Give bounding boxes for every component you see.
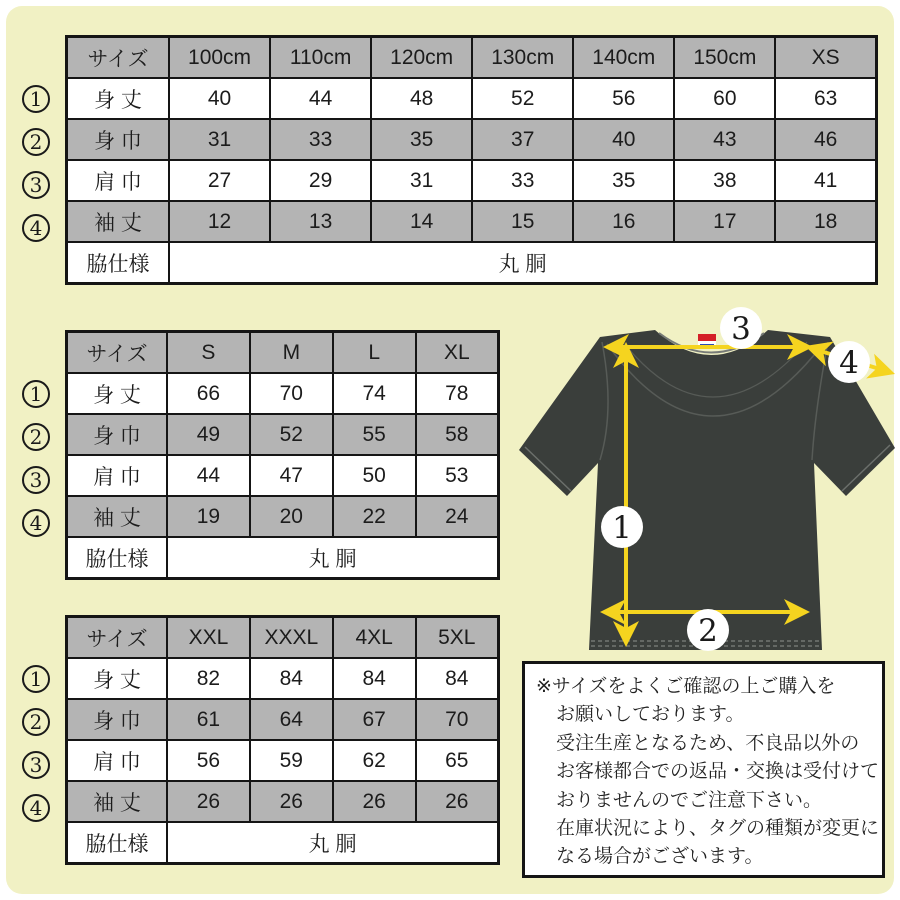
svg-text:4: 4 <box>839 345 859 381</box>
size-table-kids <box>65 35 878 285</box>
measure-value-cell: 35 <box>573 160 674 201</box>
size-column-header: 120cm <box>371 37 472 79</box>
svg-text:1: 1 <box>612 510 632 546</box>
measure-row-label: 身 巾 <box>67 119 170 160</box>
size-column-header: XXXL <box>250 617 333 659</box>
note-line: お願いしております。 <box>556 704 745 726</box>
measure-row-label: 身 丈 <box>67 373 168 414</box>
measure-value-cell: 78 <box>416 373 499 414</box>
size-table-adult <box>65 330 500 580</box>
measure-value-cell: 56 <box>167 740 250 781</box>
measure-value-cell: 26 <box>167 781 250 822</box>
svg-text:3: 3 <box>731 311 751 347</box>
measure-value-cell: 64 <box>250 699 333 740</box>
size-column-header: 100cm <box>169 37 270 79</box>
size-column-header: XXL <box>167 617 250 659</box>
measure-value-cell: 65 <box>416 740 499 781</box>
measure-value-cell: 44 <box>167 455 250 496</box>
size-column-header: 110cm <box>270 37 371 79</box>
svg-text:2: 2 <box>698 613 718 649</box>
diagram-label-2 <box>687 609 729 651</box>
measure-value-cell: 48 <box>371 78 472 119</box>
size-column-header: XS <box>775 37 876 79</box>
measure-row-label: 身 巾 <box>67 699 168 740</box>
measure-row-label: 肩 巾 <box>67 740 168 781</box>
size-header-label: サイズ <box>67 332 168 374</box>
measure-value-cell: 84 <box>416 658 499 699</box>
measure-value-cell: 62 <box>333 740 416 781</box>
measure-row-label: 身 巾 <box>67 414 168 455</box>
note-line: 在庫状況により、タグの種類が変更に <box>556 818 880 840</box>
note-line: お客様都合での返品・交換は受付けて <box>556 761 880 783</box>
measure-value-cell: 52 <box>472 78 573 119</box>
row-marker-1: 1 <box>22 665 50 693</box>
measure-value-cell: 37 <box>472 119 573 160</box>
size-column-header: 150cm <box>674 37 775 79</box>
row-marker-2: 2 <box>22 423 50 451</box>
measure-value-cell: 40 <box>169 78 270 119</box>
measure-value-cell: 56 <box>573 78 674 119</box>
measure-value-cell: 26 <box>333 781 416 822</box>
size-column-header: L <box>333 332 416 374</box>
measure-value-cell: 53 <box>416 455 499 496</box>
measure-value-cell: 40 <box>573 119 674 160</box>
measure-value-cell: 43 <box>674 119 775 160</box>
measure-value-cell: 70 <box>250 373 333 414</box>
measure-value-cell: 14 <box>371 201 472 242</box>
measure-value-cell: 66 <box>167 373 250 414</box>
row-marker-3: 3 <box>22 171 50 199</box>
size-column-header: S <box>167 332 250 374</box>
measure-value-cell: 82 <box>167 658 250 699</box>
size-header-label: サイズ <box>67 37 170 79</box>
measure-row-label: 肩 巾 <box>67 455 168 496</box>
note-line: 受注生産となるため、不良品以外の <box>556 732 860 754</box>
measure-value-cell: 31 <box>371 160 472 201</box>
measure-value-cell: 61 <box>167 699 250 740</box>
measure-row-label: 袖 丈 <box>67 496 168 537</box>
tshirt-measurement-diagram <box>505 300 900 660</box>
measure-value-cell: 50 <box>333 455 416 496</box>
measure-value-cell: 58 <box>416 414 499 455</box>
measure-value-cell: 47 <box>250 455 333 496</box>
diagram-label-1 <box>601 506 643 548</box>
measure-value-cell: 55 <box>333 414 416 455</box>
row-marker-2: 2 <box>22 708 50 736</box>
note-line: なる場合がございます。 <box>556 846 764 868</box>
measure-value-cell: 59 <box>250 740 333 781</box>
diagram-label-4 <box>828 341 870 383</box>
measure-value-cell: 16 <box>573 201 674 242</box>
note-line: おりませんのでご注意下さい。 <box>556 789 823 811</box>
size-header-label: サイズ <box>67 617 168 659</box>
size-column-header: XL <box>416 332 499 374</box>
measure-value-cell: 13 <box>270 201 371 242</box>
measure-row-label: 身 丈 <box>67 78 170 119</box>
size-column-header: M <box>250 332 333 374</box>
measure-row-label: 袖 丈 <box>67 781 168 822</box>
size-table-big <box>65 615 500 865</box>
measure-value-cell: 26 <box>416 781 499 822</box>
size-column-header: 4XL <box>333 617 416 659</box>
measure-value-cell: 84 <box>333 658 416 699</box>
measure-value-cell: 20 <box>250 496 333 537</box>
side-spec-label: 脇仕様 <box>67 242 170 284</box>
measure-value-cell: 60 <box>674 78 775 119</box>
measure-value-cell: 19 <box>167 496 250 537</box>
measure-value-cell: 26 <box>250 781 333 822</box>
side-spec-value: 丸 胴 <box>167 822 499 864</box>
size-table-kids-mount <box>65 35 878 285</box>
size-table-big-mount <box>65 615 500 865</box>
row-marker-1: 1 <box>22 85 50 113</box>
measure-value-cell: 49 <box>167 414 250 455</box>
measure-row-label: 身 丈 <box>67 658 168 699</box>
measure-value-cell: 44 <box>270 78 371 119</box>
measure-value-cell: 52 <box>250 414 333 455</box>
row-marker-2: 2 <box>22 128 50 156</box>
measure-value-cell: 31 <box>169 119 270 160</box>
row-marker-4: 4 <box>22 794 50 822</box>
measure-value-cell: 33 <box>472 160 573 201</box>
measure-value-cell: 46 <box>775 119 876 160</box>
measure-value-cell: 22 <box>333 496 416 537</box>
measure-value-cell: 27 <box>169 160 270 201</box>
measure-value-cell: 18 <box>775 201 876 242</box>
note-line: ※サイズをよくご確認の上ご購入を <box>536 676 836 697</box>
measure-value-cell: 70 <box>416 699 499 740</box>
measure-value-cell: 29 <box>270 160 371 201</box>
row-marker-1: 1 <box>22 380 50 408</box>
measure-row-label: 肩 巾 <box>67 160 170 201</box>
measure-value-cell: 17 <box>674 201 775 242</box>
measure-value-cell: 15 <box>472 201 573 242</box>
row-marker-3: 3 <box>22 751 50 779</box>
measure-value-cell: 84 <box>250 658 333 699</box>
size-column-header: 130cm <box>472 37 573 79</box>
measure-value-cell: 63 <box>775 78 876 119</box>
side-spec-value: 丸 胴 <box>169 242 877 284</box>
row-marker-4: 4 <box>22 214 50 242</box>
measure-value-cell: 67 <box>333 699 416 740</box>
row-marker-3: 3 <box>22 466 50 494</box>
size-column-header: 5XL <box>416 617 499 659</box>
measure-value-cell: 74 <box>333 373 416 414</box>
measure-value-cell: 24 <box>416 496 499 537</box>
measure-value-cell: 41 <box>775 160 876 201</box>
side-spec-label: 脇仕様 <box>67 537 168 579</box>
row-marker-4: 4 <box>22 509 50 537</box>
size-column-header: 140cm <box>573 37 674 79</box>
diagram-label-3 <box>720 307 762 349</box>
side-spec-label: 脇仕様 <box>67 822 168 864</box>
size-table-adult-mount <box>65 330 500 580</box>
measure-value-cell: 33 <box>270 119 371 160</box>
measure-value-cell: 38 <box>674 160 775 201</box>
measure-row-label: 袖 丈 <box>67 201 170 242</box>
purchase-note <box>522 661 885 878</box>
measure-value-cell: 12 <box>169 201 270 242</box>
side-spec-value: 丸 胴 <box>167 537 499 579</box>
measure-value-cell: 35 <box>371 119 472 160</box>
